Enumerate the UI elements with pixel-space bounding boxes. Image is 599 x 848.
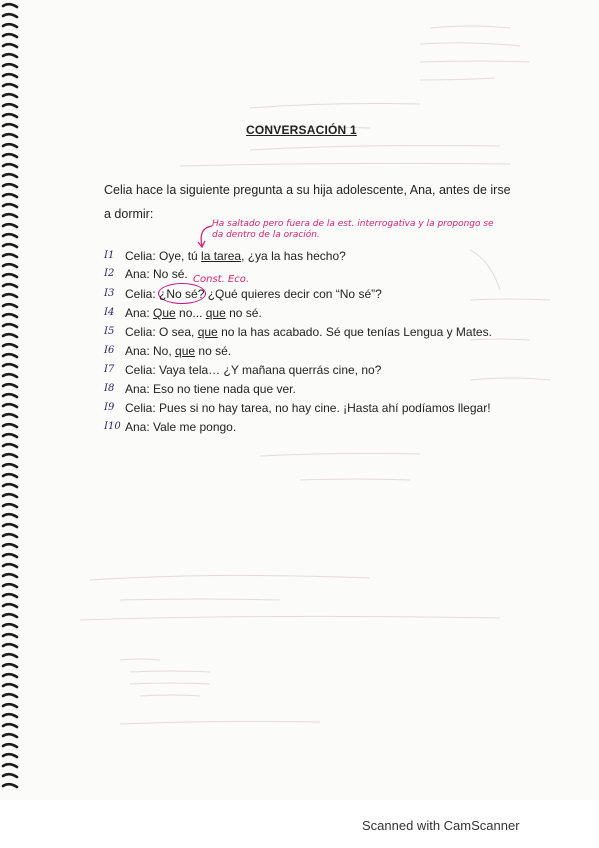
dialogue-line [125, 420, 236, 434]
line-number: I7 [104, 364, 115, 375]
dialogue-line [125, 401, 491, 415]
line-text: Celia: Pues si no hay tarea, no hay cine. ¡Hasta ahí podíamos llegar! [125, 401, 491, 415]
circled-text: ¿No sé? [159, 287, 205, 301]
line-text: no... [175, 306, 206, 320]
dialogue-line [125, 325, 492, 339]
annotation-ellipsis-note-1: Ha saltado pero fuera de la est. interrogativa y la propongo se [212, 219, 494, 229]
line-text: no sé. [225, 306, 262, 320]
line-text: Celia: O sea, [125, 325, 198, 339]
underlined-text: Que [153, 306, 176, 320]
line-number: I10 [104, 421, 121, 432]
dialogue-line [125, 249, 346, 263]
line-text: Ana: Eso no tiene nada que ver. [125, 382, 296, 396]
line-text: Celia: Vaya tela… ¿Y mañana querrás cine, no? [125, 363, 382, 377]
line-number: I3 [104, 288, 115, 299]
dialogue-line [125, 344, 231, 358]
line-text: , ¿ya la has hecho? [241, 249, 346, 263]
dialogue-line [125, 382, 296, 396]
line-text: no sé. [195, 344, 232, 358]
underlined-text: que [205, 306, 226, 320]
dialogue-line [125, 287, 382, 301]
underlined-text: la tarea [201, 249, 242, 263]
line-number: I5 [104, 326, 115, 337]
dialogue-line [125, 363, 381, 377]
line-text: Celia: Oye, tú [125, 249, 202, 263]
page-title: CONVERSACIÓN 1 [246, 123, 357, 137]
annotation-const-eco: Const. Eco. [193, 274, 250, 285]
annotation-ellipsis-note-2: da dentro de la oración. [212, 230, 320, 240]
line-number: I9 [104, 402, 115, 413]
dialogue-line [125, 267, 188, 281]
line-number: I4 [104, 307, 115, 318]
dialogue-line [125, 306, 262, 320]
line-text: ¿Qué quieres decir con “No sé”? [204, 287, 382, 301]
underlined-text: que [197, 325, 218, 339]
line-text: Ana: [125, 306, 154, 320]
line-text: Ana: Vale me pongo. [125, 420, 237, 434]
line-number: I6 [104, 345, 115, 356]
line-text: Celia: [125, 287, 160, 301]
line-text: no la has acabado. Sé que tenías Lengua y Mates. [217, 325, 492, 339]
line-text: Ana: No, [125, 344, 176, 358]
line-text: Ana: No sé. [125, 267, 188, 281]
underlined-text: que [175, 344, 196, 358]
line-number: I2 [104, 268, 115, 279]
intro-paragraph: Celia hace la siguiente pregunta a su hija adolescente, Ana, antes de irse a dormir: [104, 183, 511, 221]
line-number: I1 [104, 250, 115, 261]
line-number: I8 [104, 383, 115, 394]
camscanner-watermark: Scanned with CamScanner [362, 818, 520, 833]
